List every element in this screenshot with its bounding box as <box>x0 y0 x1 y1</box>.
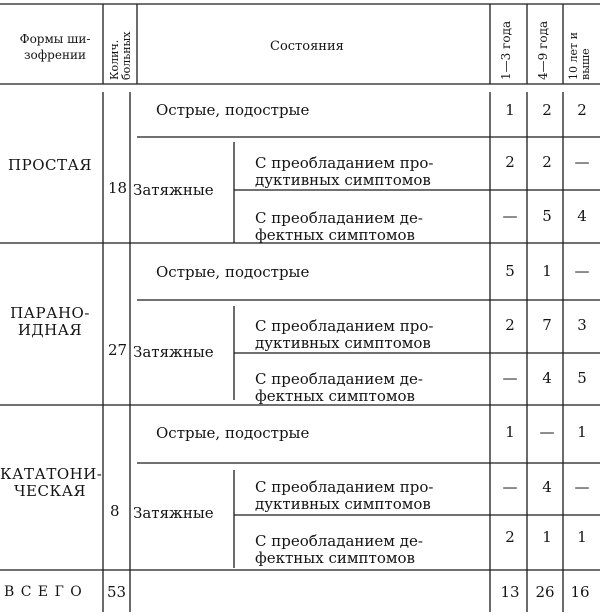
value-cell: 2 <box>542 101 552 119</box>
total-count: 53 <box>107 583 127 601</box>
state-defective-simple-l2: фектных симптомов <box>255 226 415 244</box>
value-cell: — <box>502 478 518 496</box>
value-cell: 4 <box>542 369 552 387</box>
header-forms: Формы ши- зофрении <box>19 32 91 63</box>
form-catatonic: КАТАТОНИ- ЧЕСКАЯ <box>0 465 103 501</box>
state-productive-catatonic-l2: дуктивных симптомов <box>255 495 431 513</box>
count-catatonic: 8 <box>110 502 120 520</box>
state-protracted-paranoid: Затяжные <box>133 343 214 361</box>
value-cell: 1 <box>505 101 515 119</box>
state-defective-simple-l1: С преобладанием де- <box>255 209 423 227</box>
value-cell: 5 <box>505 262 515 280</box>
state-productive-paranoid-l1: С преобладанием про- <box>255 317 434 335</box>
value-cell: 1 <box>542 528 552 546</box>
header-years-1-3: 1—3 года <box>499 20 513 80</box>
value-cell: 1 <box>542 262 552 280</box>
state-acute-paranoid: Острые, подострые <box>156 263 310 281</box>
value-cell: 7 <box>542 316 552 334</box>
header-years-10-plus: 10 лет и выше <box>567 32 592 80</box>
value-cell: 5 <box>542 207 552 225</box>
state-productive-paranoid-l2: дуктивных симптомов <box>255 334 431 352</box>
header-count: Колич. больных <box>108 31 133 80</box>
value-cell: 2 <box>577 101 587 119</box>
value-cell: — <box>574 153 590 171</box>
value-cell: — <box>574 478 590 496</box>
state-protracted-catatonic: Затяжные <box>133 504 214 522</box>
count-paranoid: 27 <box>108 341 128 359</box>
value-cell: 5 <box>577 369 587 387</box>
value-cell: 2 <box>505 153 515 171</box>
state-defective-catatonic-l1: С преобладанием де- <box>255 532 423 550</box>
total-value: 26 <box>535 583 555 601</box>
value-cell: — <box>502 207 518 225</box>
value-cell: 2 <box>505 528 515 546</box>
state-productive-catatonic-l1: С преобладанием про- <box>255 478 434 496</box>
value-cell: — <box>502 369 518 387</box>
state-acute-simple: Острые, подострые <box>156 101 310 119</box>
total-value: 13 <box>500 583 520 601</box>
state-acute-catatonic: Острые, подострые <box>156 424 310 442</box>
value-cell: 2 <box>505 316 515 334</box>
value-cell: — <box>539 423 555 441</box>
state-defective-catatonic-l2: фектных симптомов <box>255 549 415 567</box>
value-cell: 4 <box>542 478 552 496</box>
value-cell: 3 <box>577 316 587 334</box>
header-years-4-9: 4—9 года <box>536 20 550 80</box>
form-simple: ПРОСТАЯ <box>8 156 92 174</box>
value-cell: 1 <box>505 423 515 441</box>
value-cell: 2 <box>542 153 552 171</box>
value-cell: 1 <box>577 423 587 441</box>
value-cell: — <box>574 262 590 280</box>
state-defective-paranoid-l2: фектных симптомов <box>255 387 415 405</box>
state-defective-paranoid-l1: С преобладанием де- <box>255 370 423 388</box>
state-protracted-simple: Затяжные <box>133 181 214 199</box>
total-label: В С Е Г О <box>4 584 83 600</box>
value-cell: 1 <box>577 528 587 546</box>
total-value: 16 <box>570 583 590 601</box>
count-simple: 18 <box>108 179 128 197</box>
state-productive-simple-l1: С преобладанием про- <box>255 154 434 172</box>
header-states: Состояния <box>270 39 344 54</box>
form-paranoid: ПАРАНО- ИДНАЯ <box>10 304 90 340</box>
value-cell: 4 <box>577 207 587 225</box>
state-productive-simple-l2: дуктивных симптомов <box>255 171 431 189</box>
